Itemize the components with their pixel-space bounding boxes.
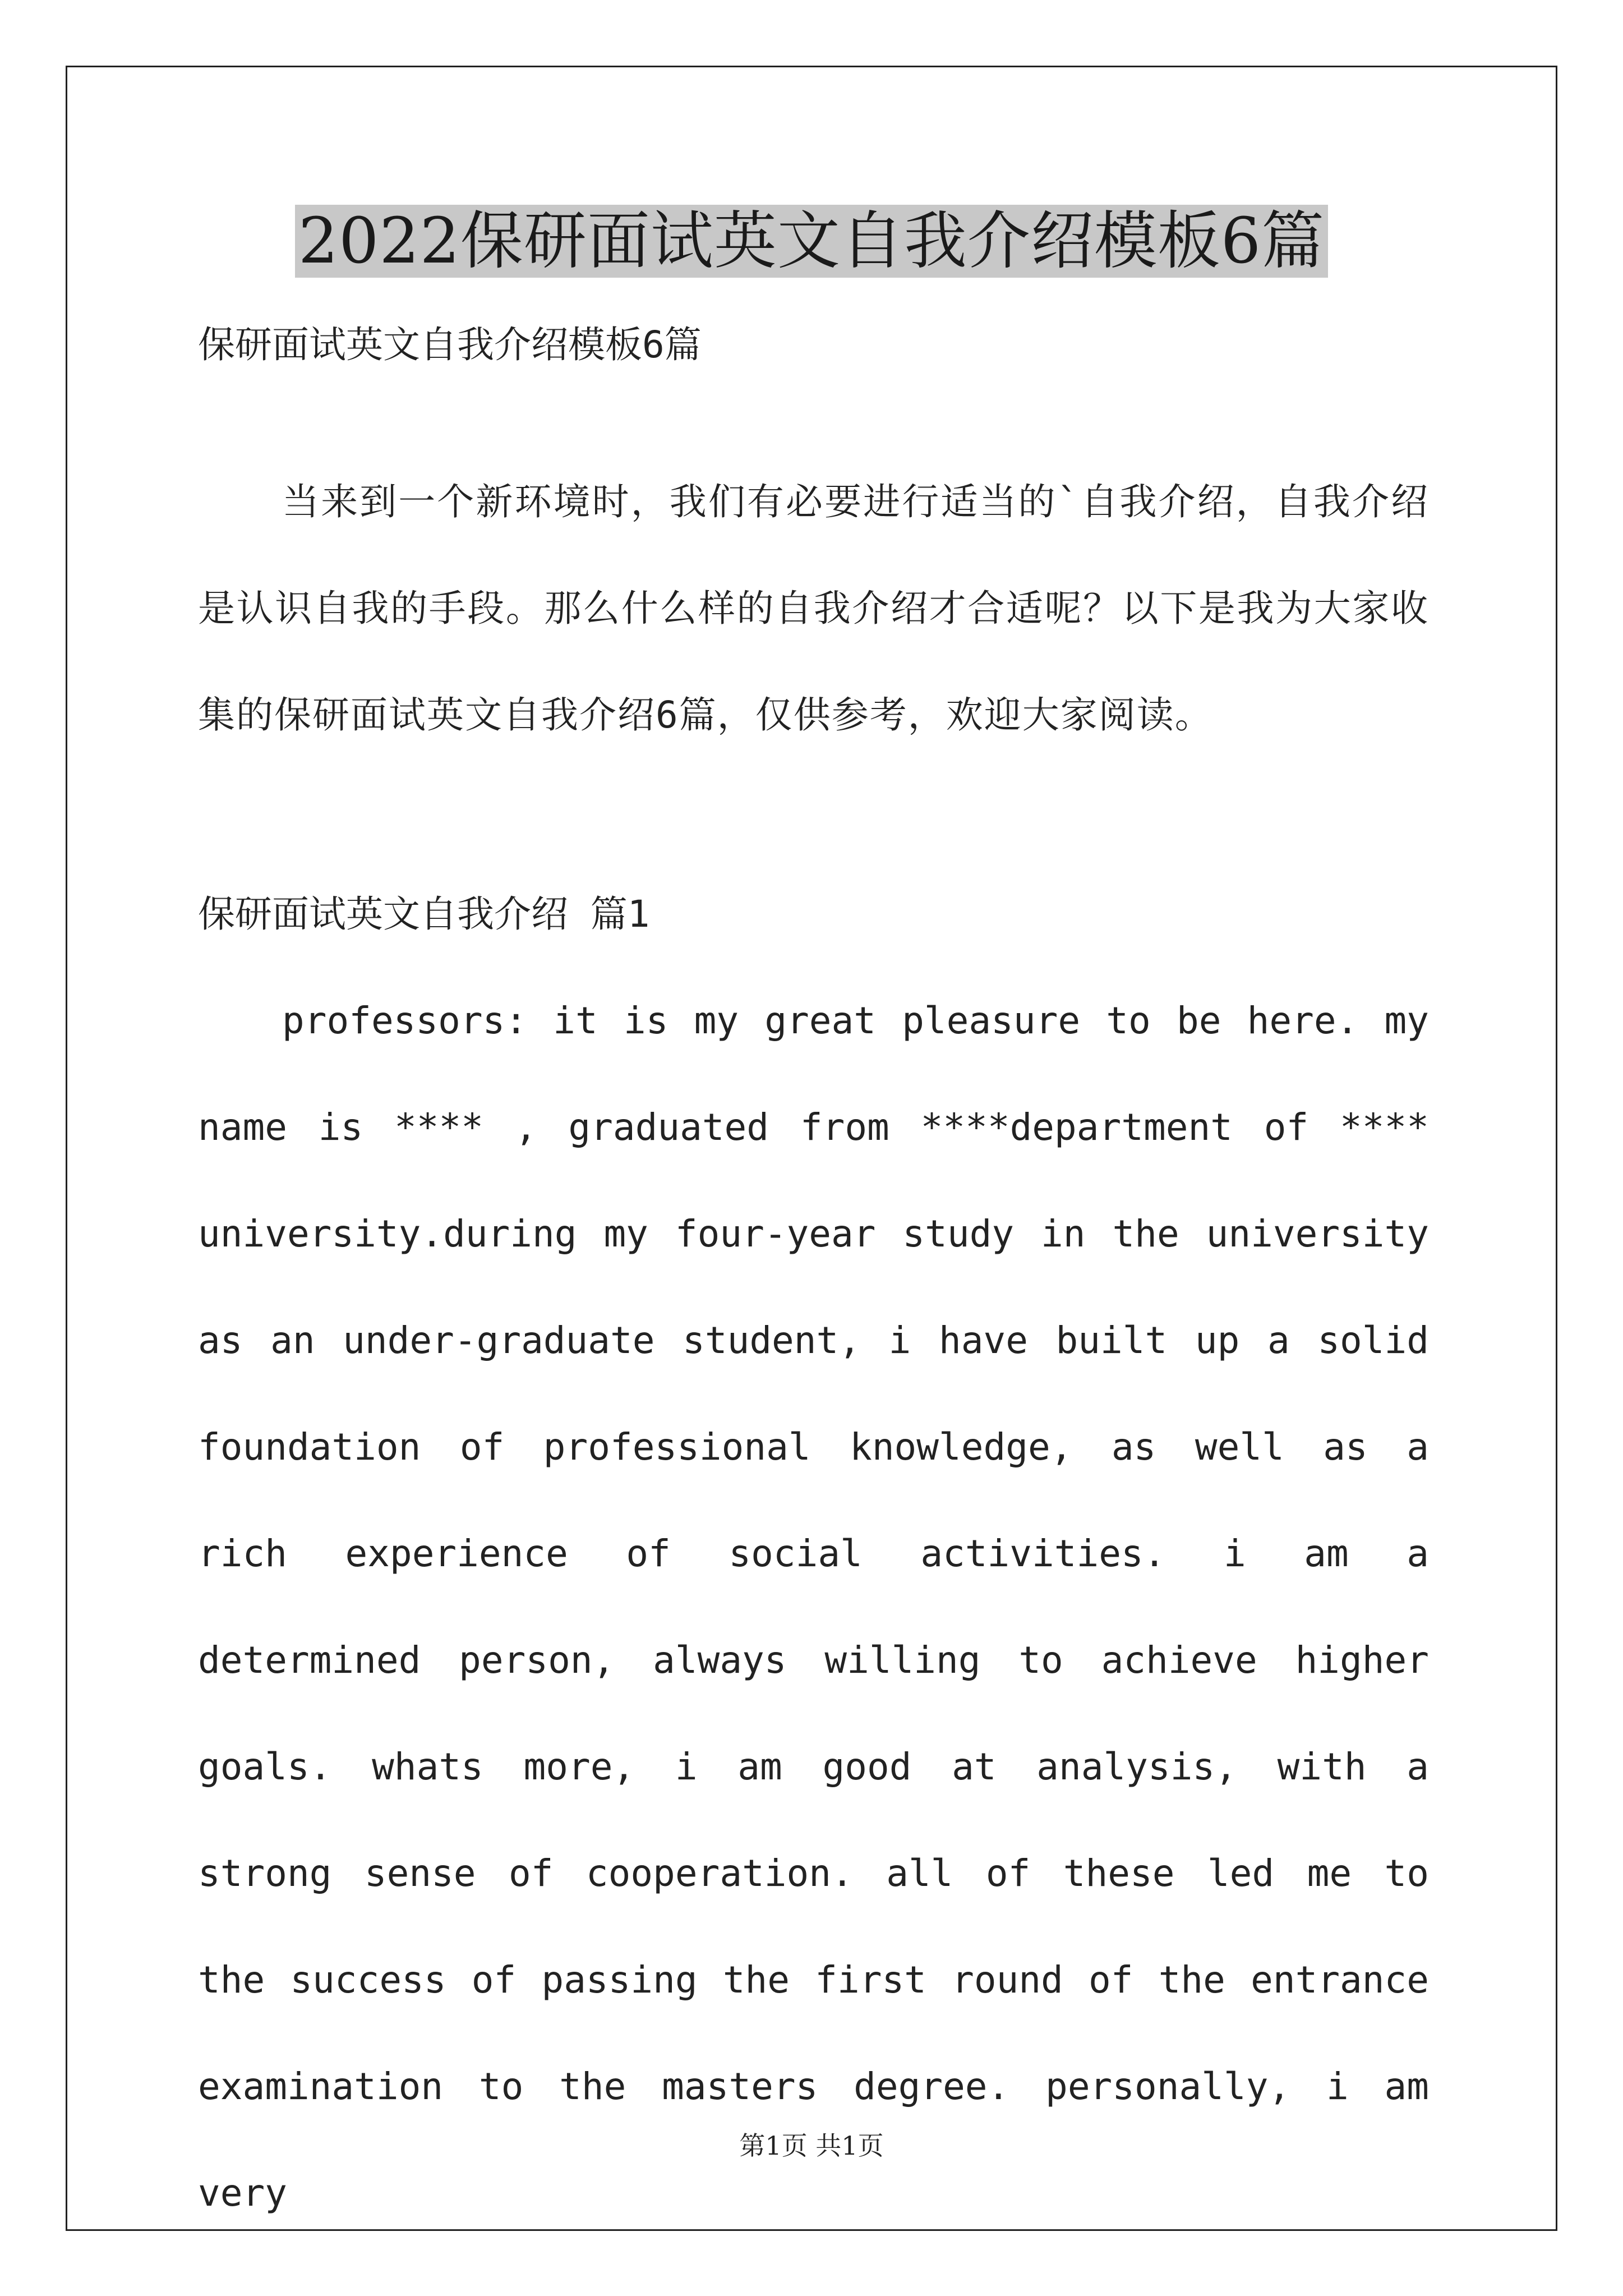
document-title: [0, 199, 1623, 283]
document-subtitle: 保研面试英文自我介绍模板6篇: [198, 323, 702, 366]
document-title-text: 2022保研面试英文自我介绍模板6篇: [295, 205, 1328, 278]
english-paragraph: professors: it is my great pleasure to be here. my name is **** , graduated from ****department of **** university.during my four-year study in the university as an under-graduate student, i have built up a solid foundation of professional knowledge, as well as a rich experience of social activities. i am a determined person, always willing to achieve higher goals. whats more, i am good at analysis, with a strong sense of cooperation. all of these led me to the success of passing the first round of the entrance examination to the masters degree. personally, i am very: [198, 999, 1429, 2215]
section-heading: 保研面试英文自我介绍 篇1: [198, 892, 650, 936]
intro-paragraph: 当来到一个新环境时，我们有必要进行适当的`自我介绍，自我介绍是认识自我的手段。那么什么样的自我介绍才合适呢？以下是我为大家收集的保研面试英文自我介绍6篇，仅供参考，欢迎大家阅读。: [198, 480, 1429, 737]
page-footer: 第1页 共1页: [739, 2131, 884, 2161]
